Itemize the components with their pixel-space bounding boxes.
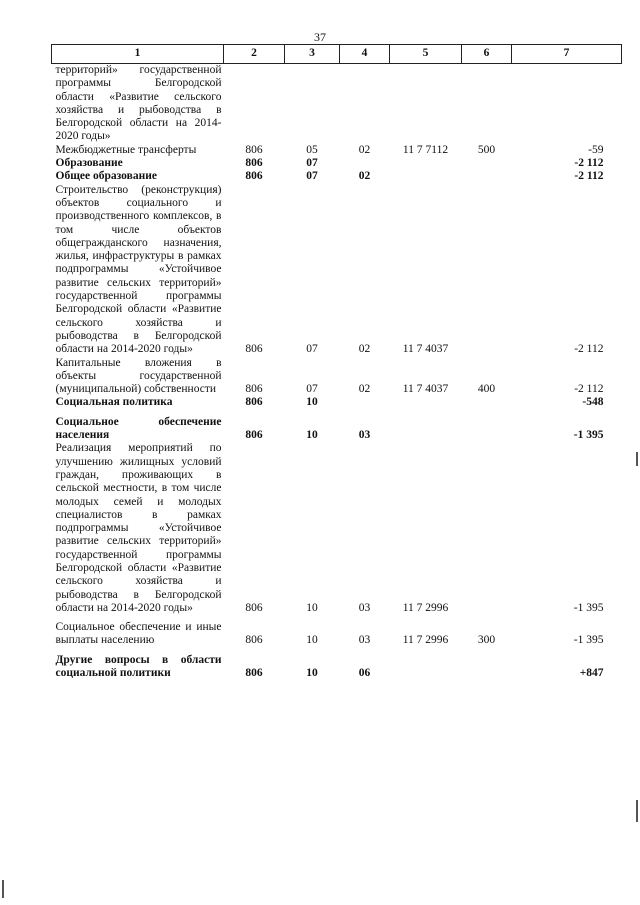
row-amount: -2 112 (574, 383, 604, 396)
row-code-main: 806 (245, 157, 263, 170)
row-code-section: 10 (306, 429, 318, 442)
header-col-3: 3 (285, 45, 340, 64)
row-name: Общее образование (55, 170, 157, 183)
row-code-subsection (340, 396, 390, 409)
row-code-section: 07 (306, 343, 318, 356)
row-code-section: 07 (306, 383, 318, 396)
row-code-subsection: 02 (358, 143, 371, 156)
table-row (52, 396, 622, 409)
row-name: Реализация мероприятий по улучшению жилищных условий граждан, проживающих в сельской местности, в том числе молодых семей и молодых специалистов в рамках подпрограммы «Устойчивое развитие сельских территорий» государственной программы Белгородской области «Развитие сельского хозяйства и рыбоводства в Белгородской области на 2014-2020 годы» (55, 442, 222, 614)
row-name: Социальное обеспечение населения (55, 415, 222, 442)
row-code-target: 11 7 2996 (402, 601, 449, 614)
row-code-subsection: 03 (358, 601, 371, 614)
row-code-target: 11 7 4037 (402, 343, 449, 356)
row-code-target (390, 396, 462, 409)
row-code-main: 806 (245, 634, 263, 647)
row-code-section: 10 (306, 667, 318, 680)
row-code-subsection: 02 (358, 343, 371, 356)
table-row (52, 64, 622, 144)
table-row (52, 184, 622, 357)
row-amount: -59 (588, 143, 604, 156)
margin-mark-right-bottom (636, 800, 638, 822)
row-amount (512, 64, 622, 144)
row-name: Капитальные вложения в объекты государственной (муниципальной) собственности (55, 356, 222, 396)
row-code-expense-type: 500 (477, 143, 496, 156)
row-name: Социальное обеспечение и иные выплаты населению (55, 621, 222, 647)
row-code-expense-type (462, 64, 512, 144)
table-body (52, 64, 622, 681)
row-name: Социальная политика (55, 396, 173, 409)
table-row (52, 144, 622, 157)
row-amount: -1 395 (573, 601, 604, 614)
margin-mark-right-top (636, 452, 638, 466)
row-code-main: 806 (245, 343, 263, 356)
row-code-subsection: 02 (358, 170, 371, 183)
row-code-target: 11 7 7112 (402, 143, 449, 156)
row-code-expense-type (462, 170, 512, 183)
table-row (52, 442, 622, 615)
row-code-main: 806 (245, 429, 263, 442)
row-code-target (390, 170, 462, 183)
row-code-target: 11 7 4037 (402, 383, 449, 396)
header-row (52, 45, 622, 64)
row-code-main: 806 (245, 170, 263, 183)
row-code-section: 10 (306, 396, 318, 409)
row-code-subsection (340, 64, 390, 144)
table-row (52, 170, 622, 183)
row-amount: -2 112 (574, 343, 604, 356)
row-amount: -2 112 (574, 157, 604, 170)
row-code-expense-type: 400 (477, 383, 496, 396)
row-amount: -2 112 (574, 170, 604, 183)
row-amount: -548 (582, 396, 604, 409)
table-row (52, 648, 622, 681)
row-code-main: 806 (245, 601, 263, 614)
row-code-target: 11 7 2996 (402, 634, 449, 647)
row-code-expense-type (462, 157, 512, 170)
table-row (52, 357, 622, 397)
header-col-2: 2 (224, 45, 285, 64)
header-col-4: 4 (340, 45, 390, 64)
row-code-main: 806 (245, 143, 263, 156)
header-col-1: 1 (52, 45, 224, 64)
row-code-subsection: 06 (358, 667, 371, 680)
row-code-main: 806 (245, 667, 263, 680)
row-code-section (285, 64, 340, 144)
row-amount: +847 (579, 667, 604, 680)
row-code-expense-type (462, 184, 512, 357)
header-col-5: 5 (390, 45, 462, 64)
row-name: территорий» государственной программы Белгородской области «Развитие сельского хозяйства и рыбоводства в Белгородской области на 2014-2020 годы» (55, 64, 222, 143)
row-code-subsection: 02 (358, 383, 371, 396)
row-name: Межбюджетные трансферты (55, 143, 197, 156)
row-code-expense-type (462, 396, 512, 409)
row-code-section: 05 (306, 143, 318, 156)
row-code-subsection (340, 157, 390, 170)
budget-table (51, 44, 622, 680)
row-code-expense-type: 300 (477, 634, 496, 647)
row-code-target (390, 410, 462, 443)
row-code-main: 806 (245, 396, 263, 409)
row-code-target (390, 64, 462, 144)
page-number: 37 (314, 30, 326, 44)
margin-mark-left-bottom (2, 880, 4, 898)
row-name: Строительство (реконструкция) объектов социального и производственного комплексов, в том числе объектов общегражданского назначения, жилья, инфраструктуры в рамках подпрограммы «Устойчивое развитие сельских территорий» государственной программы Белгородской области «Развитие сельского хозяйства и рыбоводства в Белгородской области на 2014-2020 годы» (55, 183, 222, 356)
row-amount: -1 395 (573, 429, 604, 442)
row-code-subsection: 03 (358, 429, 371, 442)
table-row (52, 157, 622, 170)
row-code-section: 10 (306, 601, 318, 614)
row-code-main (224, 64, 285, 144)
row-code-expense-type (462, 410, 512, 443)
row-amount: -1 395 (573, 634, 604, 647)
row-code-section: 07 (306, 170, 318, 183)
row-code-section: 07 (306, 157, 318, 170)
row-name: Образование (55, 157, 123, 170)
table-row (52, 615, 622, 648)
header-col-7: 7 (512, 45, 622, 64)
table-row (52, 410, 622, 443)
row-code-section: 10 (306, 634, 318, 647)
row-code-subsection: 03 (358, 634, 371, 647)
row-name: Другие вопросы в области социальной политики (55, 653, 222, 680)
row-code-expense-type (462, 648, 512, 681)
header-col-6: 6 (462, 45, 512, 64)
row-code-target (390, 157, 462, 170)
row-code-main: 806 (245, 383, 263, 396)
row-code-target (390, 648, 462, 681)
row-code-expense-type (462, 442, 512, 615)
table-header (52, 45, 622, 64)
